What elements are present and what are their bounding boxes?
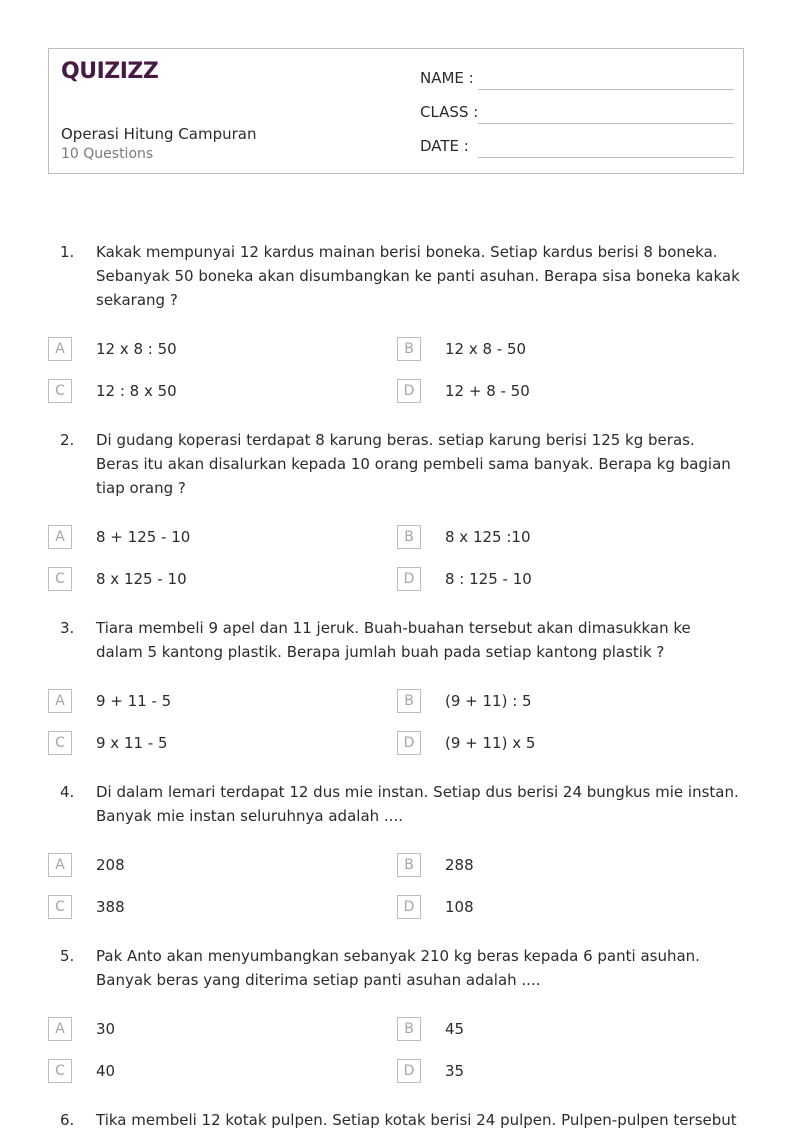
option-text: 30 xyxy=(96,1020,116,1038)
worksheet-title: Operasi Hitung Campuran xyxy=(61,125,257,143)
option-letter: A xyxy=(48,337,72,361)
class-label: CLASS : xyxy=(420,103,479,121)
option-text: 12 x 8 - 50 xyxy=(445,340,527,358)
date-label: DATE : xyxy=(420,137,469,155)
option-letter: A xyxy=(48,689,72,713)
option-letter: D xyxy=(397,567,421,591)
option-letter: D xyxy=(397,895,421,919)
date-line[interactable] xyxy=(478,157,734,158)
option-letter: D xyxy=(397,731,421,755)
option-text: (9 + 11) : 5 xyxy=(445,692,532,710)
question-number: 2. xyxy=(60,431,75,449)
option-letter: B xyxy=(397,1017,421,1041)
option-text: 208 xyxy=(96,856,125,874)
question-text: Tika membeli 12 kotak pulpen. Setiap kotak berisi 24 pulpen. Pulpen-pulpen tersebut xyxy=(96,1111,737,1129)
worksheet-header xyxy=(48,48,744,174)
name-field[interactable] xyxy=(420,69,734,93)
quizizz-logo: QUIZIZZ xyxy=(61,59,159,84)
option-letter: C xyxy=(48,379,72,403)
option-letter: C xyxy=(48,895,72,919)
date-field[interactable] xyxy=(420,137,734,161)
option-text: 8 + 125 - 10 xyxy=(96,528,191,546)
option-letter: D xyxy=(397,379,421,403)
option-letter: C xyxy=(48,731,72,755)
question-text: Di dalam lemari terdapat 12 dus mie instan. Setiap dus berisi 24 bungkus mie instan. Banyak mie instan seluruhnya adalah .... xyxy=(96,783,739,825)
question-number: 5. xyxy=(60,947,75,965)
question-number: 6. xyxy=(60,1111,75,1129)
question-text: Tiara membeli 9 apel dan 11 jeruk. Buah-buahan tersebut akan dimasukkan ke dalam 5 kantong plastik. Berapa jumlah buah pada setiap kantong plastik ? xyxy=(96,619,691,661)
option-letter: B xyxy=(397,853,421,877)
option-text: (9 + 11) x 5 xyxy=(445,734,536,752)
question-number: 4. xyxy=(60,783,75,801)
option-text: 9 x 11 - 5 xyxy=(96,734,168,752)
class-line[interactable] xyxy=(478,123,734,124)
option-text: 35 xyxy=(445,1062,465,1080)
option-text: 12 : 8 x 50 xyxy=(96,382,177,400)
option-letter: C xyxy=(48,567,72,591)
question-number: 1. xyxy=(60,243,75,261)
option-text: 12 + 8 - 50 xyxy=(445,382,530,400)
option-letter: A xyxy=(48,525,72,549)
question-count: 10 Questions xyxy=(61,146,154,162)
question-text: Di gudang koperasi terdapat 8 karung beras. setiap karung berisi 125 kg beras. Beras itu akan disalurkan kepada 10 orang pembeli sama banyak. Berapa kg bagian tiap orang ? xyxy=(96,431,731,497)
option-text: 8 x 125 :10 xyxy=(445,528,531,546)
option-letter: A xyxy=(48,1017,72,1041)
option-text: 8 : 125 - 10 xyxy=(445,570,532,588)
option-letter: B xyxy=(397,525,421,549)
question-text: Pak Anto akan menyumbangkan sebanyak 210 kg beras kepada 6 panti asuhan. Banyak beras yang diterima setiap panti asuhan adalah .... xyxy=(96,947,700,989)
option-letter: C xyxy=(48,1059,72,1083)
option-text: 108 xyxy=(445,898,474,916)
name-line[interactable] xyxy=(478,89,734,90)
option-letter: D xyxy=(397,1059,421,1083)
option-text: 45 xyxy=(445,1020,465,1038)
option-text: 12 x 8 : 50 xyxy=(96,340,177,358)
name-label: NAME : xyxy=(420,69,474,87)
option-letter: B xyxy=(397,337,421,361)
option-text: 40 xyxy=(96,1062,116,1080)
option-text: 8 x 125 - 10 xyxy=(96,570,187,588)
question-text: Kakak mempunyai 12 kardus mainan berisi boneka. Setiap kardus berisi 8 boneka. Sebanyak 50 boneka akan disumbangkan ke panti asuhan. Berapa sisa boneka kakak sekarang ? xyxy=(96,243,740,309)
option-text: 9 + 11 - 5 xyxy=(96,692,172,710)
option-text: 388 xyxy=(96,898,125,916)
question-number: 3. xyxy=(60,619,75,637)
option-text: 288 xyxy=(445,856,474,874)
option-letter: B xyxy=(397,689,421,713)
option-letter: A xyxy=(48,853,72,877)
class-field[interactable] xyxy=(420,103,734,127)
